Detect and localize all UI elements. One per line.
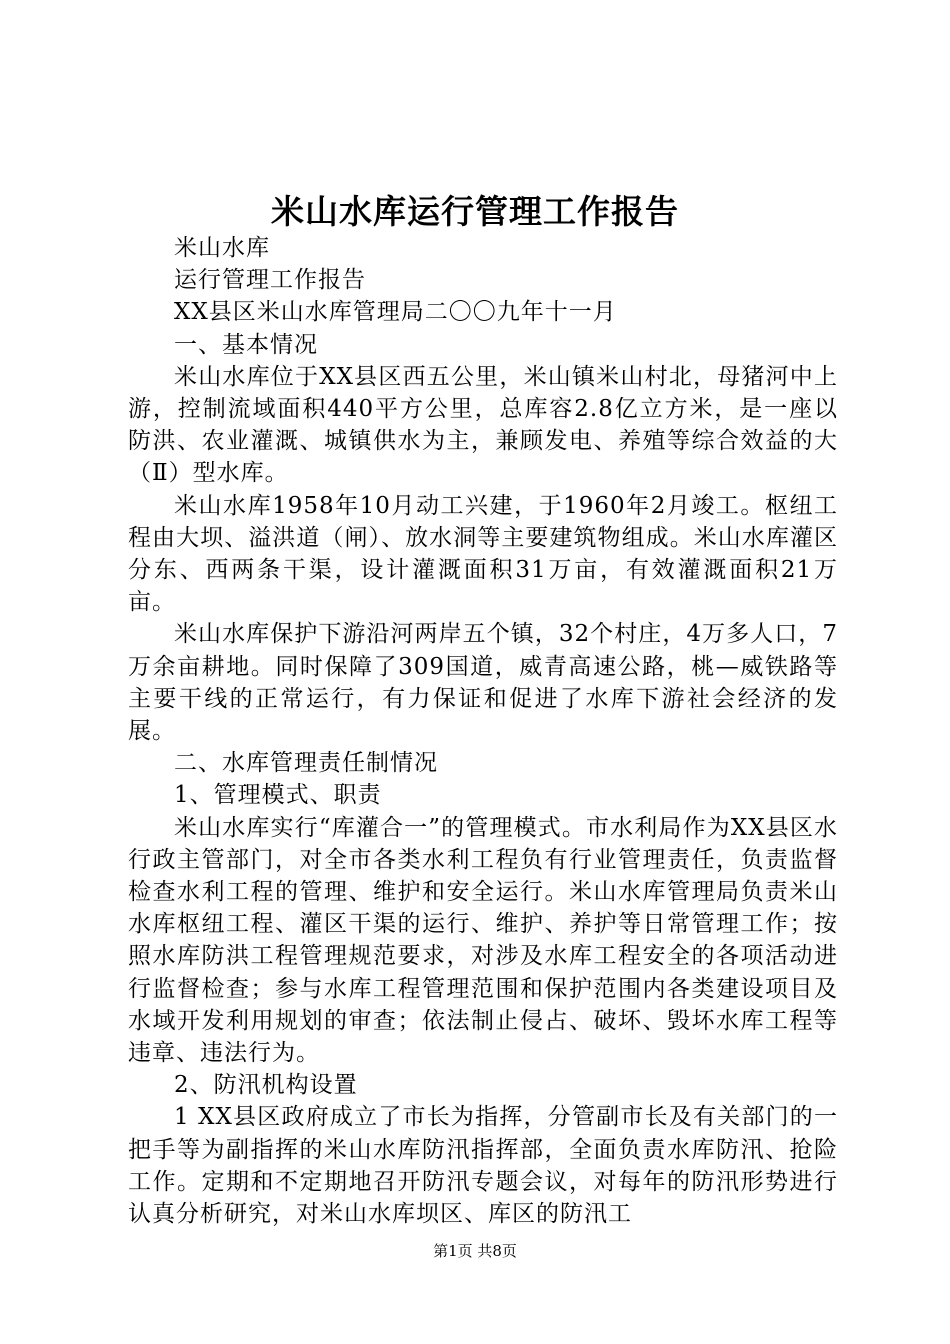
paragraph: 米山水库 [174,235,270,261]
document-title: 米山水库运行管理工作报告 [271,192,679,231]
section-heading: 二、水库管理责任制情况 [174,750,438,777]
subsection-heading: 2、防汛机构设置 [174,1072,358,1099]
section-heading: 一、基本情况 [174,331,318,358]
paragraph: 米山水库1958年10月动工兴建，于1960年2月竣工。枢纽工程由大坝、溢洪道（闸）、放水洞等主要建筑物组成。米山水库灌区分东、西两条干渠，设计灌溉面积31万亩，有效灌溉面积21万亩。 [128,492,838,616]
paragraph: 运行管理工作报告 [174,267,366,294]
paragraph: 米山水库保护下游沿河两岸五个镇，32个村庄，4万多人口，7万余亩耕地。同时保障了309国道，威青高速公路，桃—威铁路等主要干线的正常运行，有力保证和促进了水库下游社会经济的发展。 [128,621,838,745]
paragraph: XX县区米山水库管理局二〇〇九年十一月 [174,299,617,326]
paragraph: 米山水库位于XX县区西五公里，米山镇米山村北，母猪河中上游，控制流域面积440平方公里，总库容2.8亿立方米，是一座以防洪、农业灌溉、城镇供水为主，兼顾发电、养殖等综合效益的大（Ⅱ）型水库。 [128,363,838,487]
document-body [128,232,838,1230]
paragraph: 米山水库实行“库灌合一”的管理模式。市水利局作为XX县区水行政主管部门，对全市各类水利工程负有行业管理责任，负责监督检查水利工程的管理、维护和安全运行。米山水库管理局负责米山水库枢纽工程、灌区干渠的运行、维护、养护等日常管理工作；按照水库防洪工程管理规范要求，对涉及水库工程安全的各项活动进行监督检查；参与水库工程管理范围和保护范围内各类建设项目及水域开发利用规划的审查；依法制止侵占、破坏、毁坏水库工程等违章、违法行为。 [128,814,838,1067]
paragraph: 1 XX县区政府成立了市长为指挥，分管副市长及有关部门的一把手等为副指挥的米山水库防汛指挥部，全面负责水库防汛、抢险工作。定期和不定期地召开防汛专题会议，对每年的防汛形势进行认真分析研究，对米山水库坝区、库区的防汛工 [128,1104,838,1228]
subsection-heading: 1、管理模式、职责 [174,782,382,809]
page-footer: 第1页 共8页 [433,1242,517,1260]
